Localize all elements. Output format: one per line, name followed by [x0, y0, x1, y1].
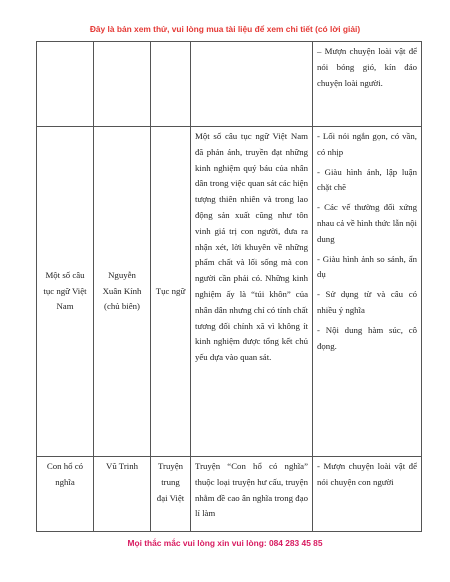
author-cell [94, 457, 151, 532]
work-title: Một số câu tục ngữ Việt Nam [43, 269, 87, 312]
contact-banner: Mọi thắc mắc vui lòng xin vui lòng: 084 283 45 85 [0, 538, 450, 548]
work-cell [37, 42, 94, 127]
table-row [37, 127, 422, 457]
work-cell [37, 457, 94, 532]
author-name: Nguyễn Xuân Kính (chủ biên) [102, 269, 142, 312]
content-cell: Truyện “Con hổ có nghĩa” thuộc loại truyện hư cấu, truyện nhằm đề cao ân nghĩa trong đạo lí làm [191, 457, 313, 532]
feature-item: – Mượn chuyện loài vật để nói bóng gió, kín đáo chuyện loài người. [317, 46, 417, 88]
feature-item: - Mượn chuyện loài vật để nói chuyện con người [317, 461, 417, 487]
features-cell [313, 127, 422, 457]
content-cell [191, 42, 313, 127]
feature-item: - Nội dung hàm súc, cô đọng. [317, 324, 417, 351]
author-cell [94, 127, 151, 457]
genre-cell [151, 42, 191, 127]
author-cell [94, 42, 151, 127]
features-cell [313, 457, 422, 532]
content-cell: Một số câu tục ngữ Việt Nam đã phản ánh, truyền đạt những kinh nghiệm quý báu của nhân dân trong việc quan sát các hiện tượng thiên nhiên và trong lao động sản xuất cũng như tôn vinh giá trị con người, đưa ra nhận xét, lời khuyên về những phẩm chất và lối sống mà con người cần phải có. Những kinh nghiệm ấy là “túi khôn” của nhân dân nhưng chỉ có tính chất tương đối chính xã vì không ít kinh nghiệm được tổng kết chủ yếu dựa vào quan sát. [191, 127, 313, 457]
table-row [37, 457, 422, 532]
feature-item: - Sử dụng từ và câu có nhiều ý nghĩa [317, 289, 417, 315]
feature-item: - Giàu hình ảnh so sánh, ẩn dụ [317, 253, 417, 280]
preview-notice-banner: Đây là bản xem thử, vui lòng mua tài liệu để xem chi tiết (có lời giải) [89, 24, 361, 34]
genre-label: Tục ngữ [155, 285, 186, 296]
genre-label: Truyện trung đại Việt [156, 461, 185, 503]
table-row [37, 42, 422, 127]
features-cell [313, 42, 422, 127]
genre-cell [151, 127, 191, 457]
feature-item: - Giàu hình ảnh, lập luận chặt chẽ [317, 166, 417, 193]
genre-cell [151, 457, 191, 532]
author-name: Vũ Trinh [105, 461, 139, 471]
feature-item: - Lối nói ngắn gọn, có vần, có nhịp [317, 131, 417, 157]
work-cell [37, 127, 94, 457]
feature-item: - Các vế thường đối xứng nhau cả về hình thức lẫn nội dung [317, 202, 417, 244]
literature-summary-table [36, 41, 422, 532]
work-title: Con hổ có nghĩa [46, 461, 84, 487]
